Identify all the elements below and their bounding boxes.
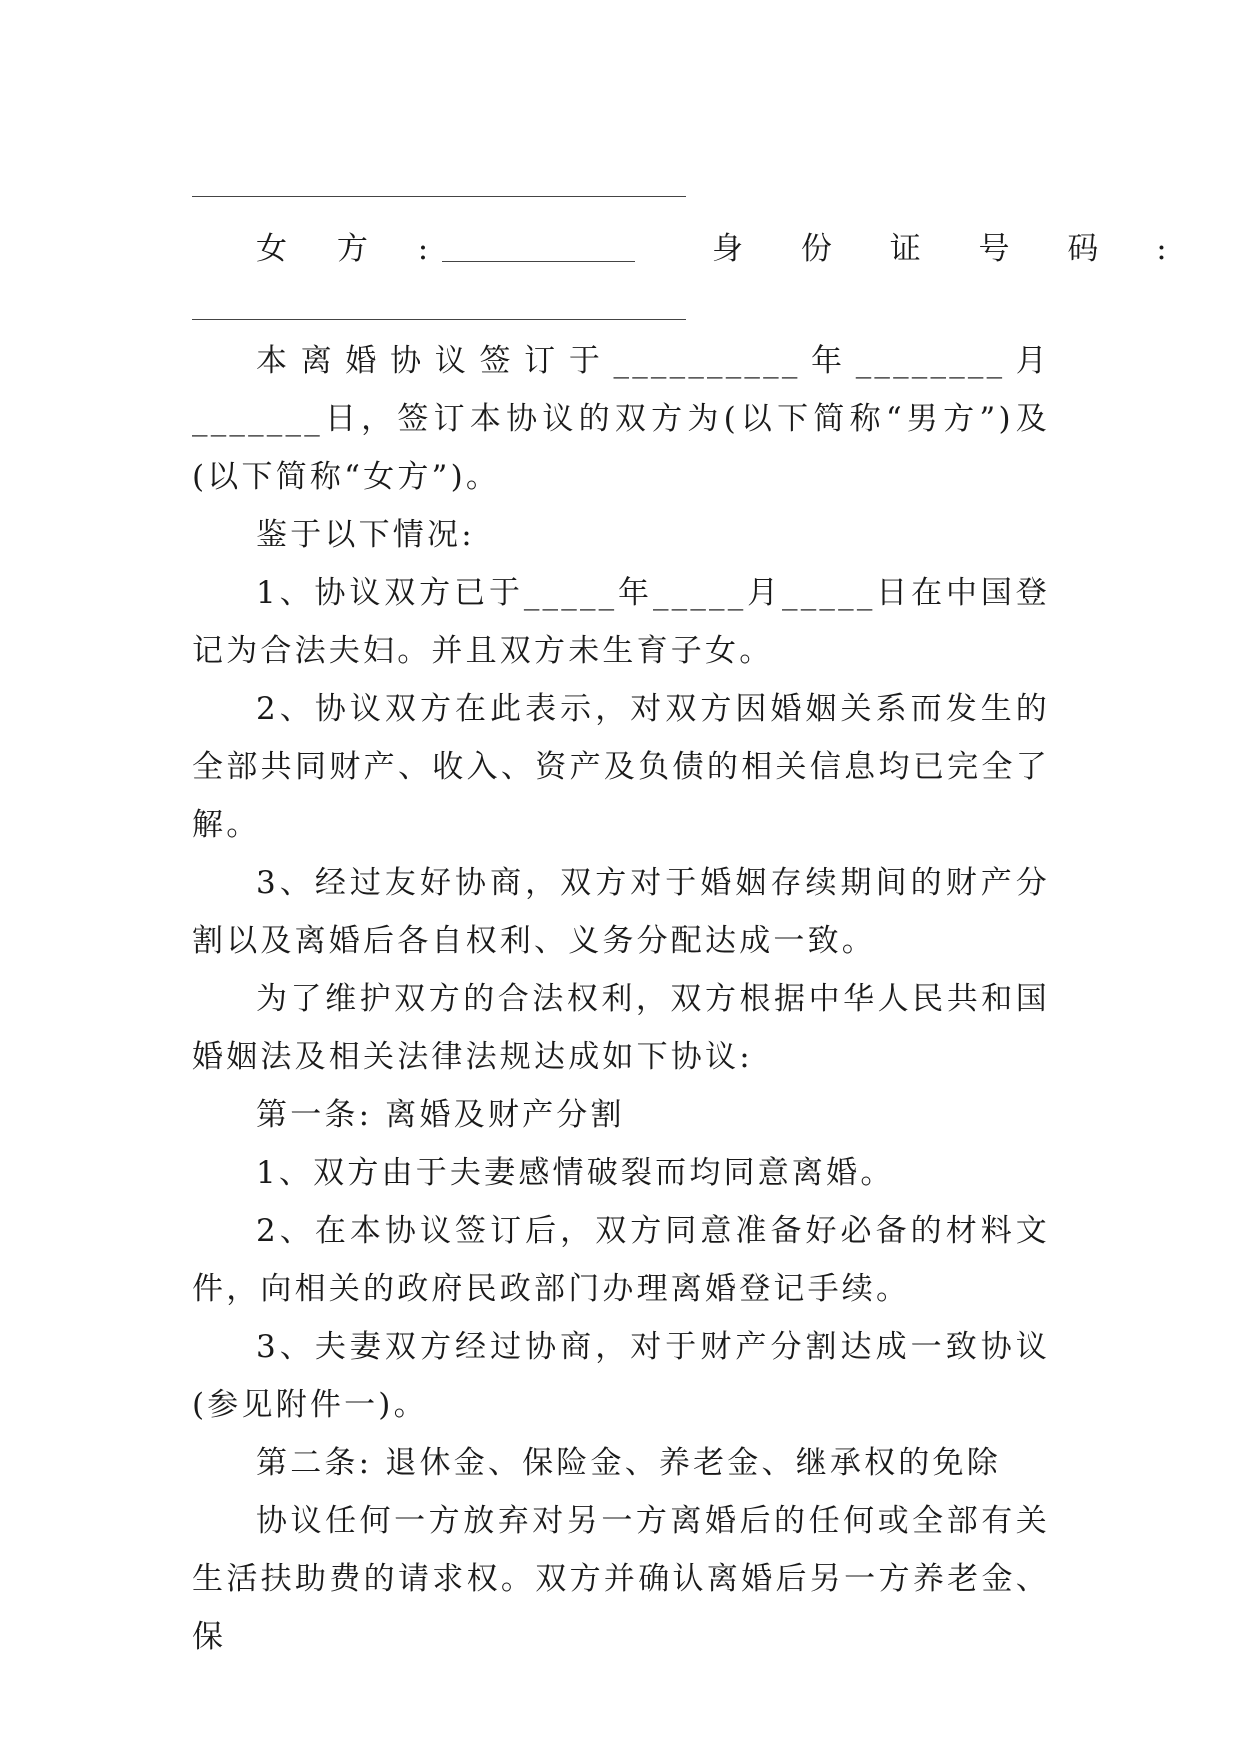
paragraph-purpose: 为了维护双方的合法权利，双方根据中华人民共和国婚姻法及相关法律法规达成如下协议: xyxy=(192,981,1050,1075)
female-info-line xyxy=(192,219,1191,279)
paragraph-whereas-2: 2、协议双方在此表示，对双方因婚姻关系而发生的全部共同财产、收入、资产及负债的相关信息均已完全了解。 xyxy=(192,691,1050,843)
female-label: 女 方 : xyxy=(256,231,449,267)
paragraph-whereas-3: 3、经过友好协商，双方对于婚姻存续期间的财产分割以及离婚后各自权利、义务分配达成一致。 xyxy=(192,865,1050,959)
female-name-blank xyxy=(442,261,635,262)
agreement-body xyxy=(192,332,1050,1666)
article-1-item-2: 2、在本协议签订后，双方同意准备好必备的材料文件，向相关的政府民政部门办理离婚登记手续。 xyxy=(192,1213,1050,1307)
article-2-heading: 第二条: 退休金、保险金、养老金、继承权的免除 xyxy=(256,1445,1001,1481)
paragraph-whereas: 鉴于以下情况: xyxy=(256,517,475,553)
paragraph-signing-date: 本离婚协议签订于__________年________月_______日，签订本协议的双方为(以下简称“男方”)及(以下简称“女方”)。 xyxy=(192,343,1050,495)
id-number-label: 身 份 证 号 码 : xyxy=(712,231,1191,267)
article-1-item-1: 1、双方由于夫妻感情破裂而均同意离婚。 xyxy=(256,1155,895,1191)
blank-line-id xyxy=(192,319,686,320)
article-1-item-3: 3、夫妻双方经过协商，对于财产分割达成一致协议(参见附件一)。 xyxy=(192,1329,1050,1423)
blank-line-top xyxy=(192,196,686,197)
article-1-heading: 第一条: 离婚及财产分割 xyxy=(256,1097,625,1133)
article-2-text: 协议任何一方放弃对另一方离婚后的任何或全部有关生活扶助费的请求权。双方并确认离婚后另一方养老金、保 xyxy=(192,1503,1050,1655)
document-page xyxy=(192,160,1191,1666)
paragraph-whereas-1: 1、协议双方已于_____年_____月_____日在中国登记为合法夫妇。并且双方未生育子女。 xyxy=(192,575,1050,669)
